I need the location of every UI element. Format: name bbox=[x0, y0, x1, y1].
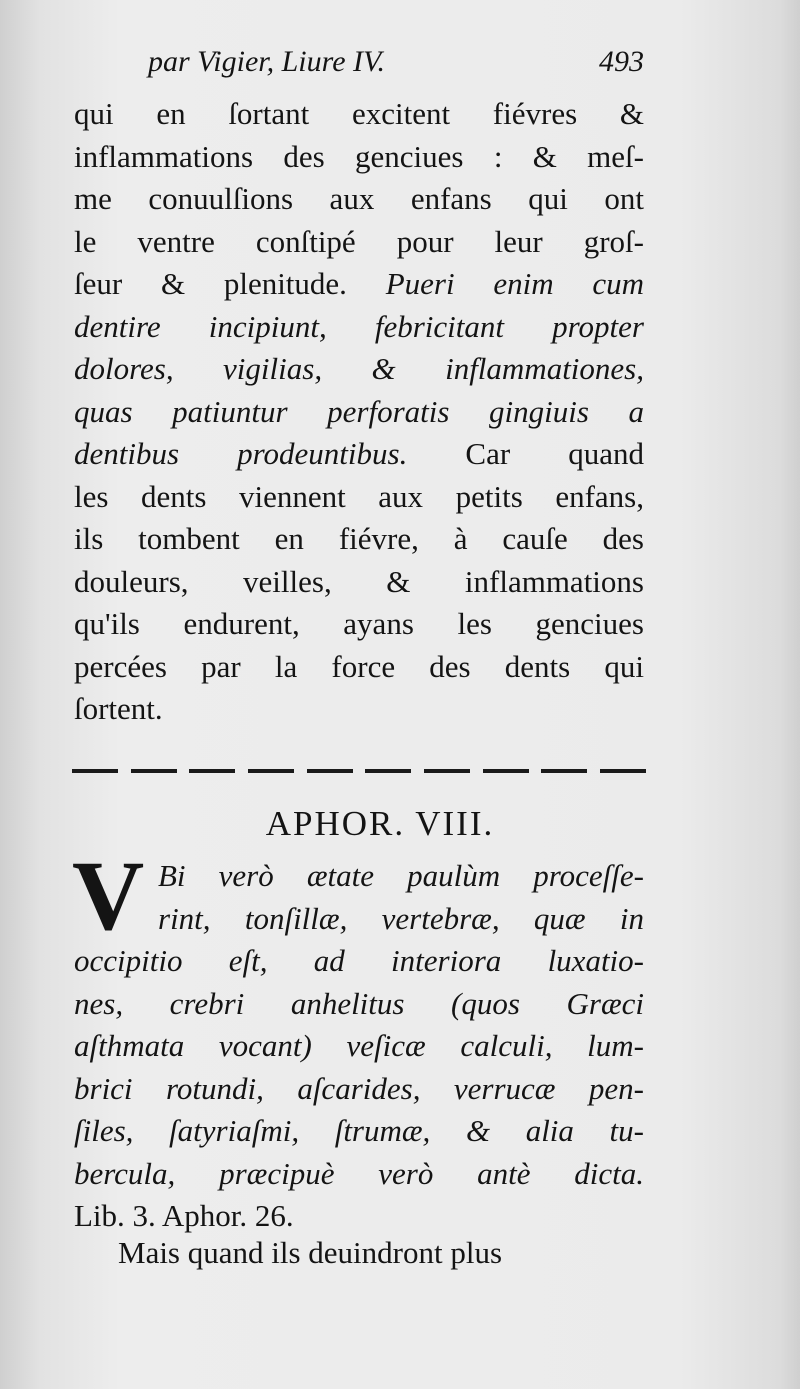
page-header bbox=[148, 45, 648, 89]
text-line bbox=[74, 433, 644, 476]
text-line: percées par la force des dents qui bbox=[74, 648, 644, 684]
text-line-italic: aſthmata vocant) veſicæ calculi, lum- bbox=[74, 1028, 644, 1063]
text-line: qui en ſortant excitent fiévres & bbox=[74, 96, 644, 131]
ornamental-dash-rule bbox=[72, 766, 646, 776]
page-number: 493 bbox=[599, 45, 644, 78]
text-italic: dentibus prodeuntibus. bbox=[74, 436, 408, 471]
text-line: ſortent. bbox=[74, 691, 163, 726]
text-line: qu'ils endurent, ayans les genciues bbox=[74, 606, 644, 641]
text-line bbox=[74, 263, 644, 306]
closing-text bbox=[74, 1232, 644, 1275]
drop-capital: V bbox=[72, 840, 145, 951]
commentary-text bbox=[74, 93, 644, 731]
text-line: ils tombent en fiévre, à cauſe des bbox=[74, 521, 644, 556]
text-line-italic: bercula, præcipuè verò antè dicta. bbox=[74, 1155, 644, 1191]
aphorism-latin-text bbox=[74, 855, 644, 1238]
text-line: les dents viennent aux petits enfans, bbox=[74, 478, 644, 514]
text-line-italic: brici rotundi, aſcarides, verrucæ pen- bbox=[74, 1070, 644, 1106]
text-italic: Pueri enim cum bbox=[385, 266, 644, 301]
running-title: par Vigier, Liure IV. bbox=[148, 45, 385, 78]
text-roman: Car quand bbox=[465, 436, 645, 471]
text-line-italic: occipitio eſt, ad interiora luxatio- bbox=[74, 943, 644, 978]
text-line-italic: Bi verò ætate paulùm proceſſe- bbox=[158, 858, 644, 893]
text-line: me conuulſions aux enfans qui ont bbox=[74, 181, 644, 216]
text-roman: ſeur & plenitude. bbox=[74, 266, 347, 301]
text-line-italic: nes, crebri anhelitus (quos Græci bbox=[74, 985, 644, 1021]
text-line: inflammations des genciues : & meſ- bbox=[74, 138, 644, 174]
text-line-italic: ſiles, ſatyriaſmi, ſtrumæ, & alia tu- bbox=[74, 1113, 644, 1148]
aphorism-heading: APHOR. VIII. bbox=[265, 804, 495, 843]
text-line: Mais quand ils deuindront plus bbox=[118, 1235, 503, 1270]
text-line-italic: rint, tonſillæ, vertebræ, quæ in bbox=[158, 900, 644, 936]
text-line: le ventre conſtipé pour leur groſ- bbox=[74, 223, 644, 259]
text-line-italic: quas patiuntur perforatis gingiuis a bbox=[74, 393, 644, 429]
text-line-italic: dentire incipiunt, febricitant propter bbox=[74, 308, 644, 344]
text-line-italic: dolores, vigilias, & inflammationes, bbox=[74, 351, 644, 386]
aphorism-reference: Lib. 3. Aphor. 26. bbox=[74, 1198, 294, 1233]
text-line: douleurs, veilles, & inflammations bbox=[74, 563, 644, 599]
